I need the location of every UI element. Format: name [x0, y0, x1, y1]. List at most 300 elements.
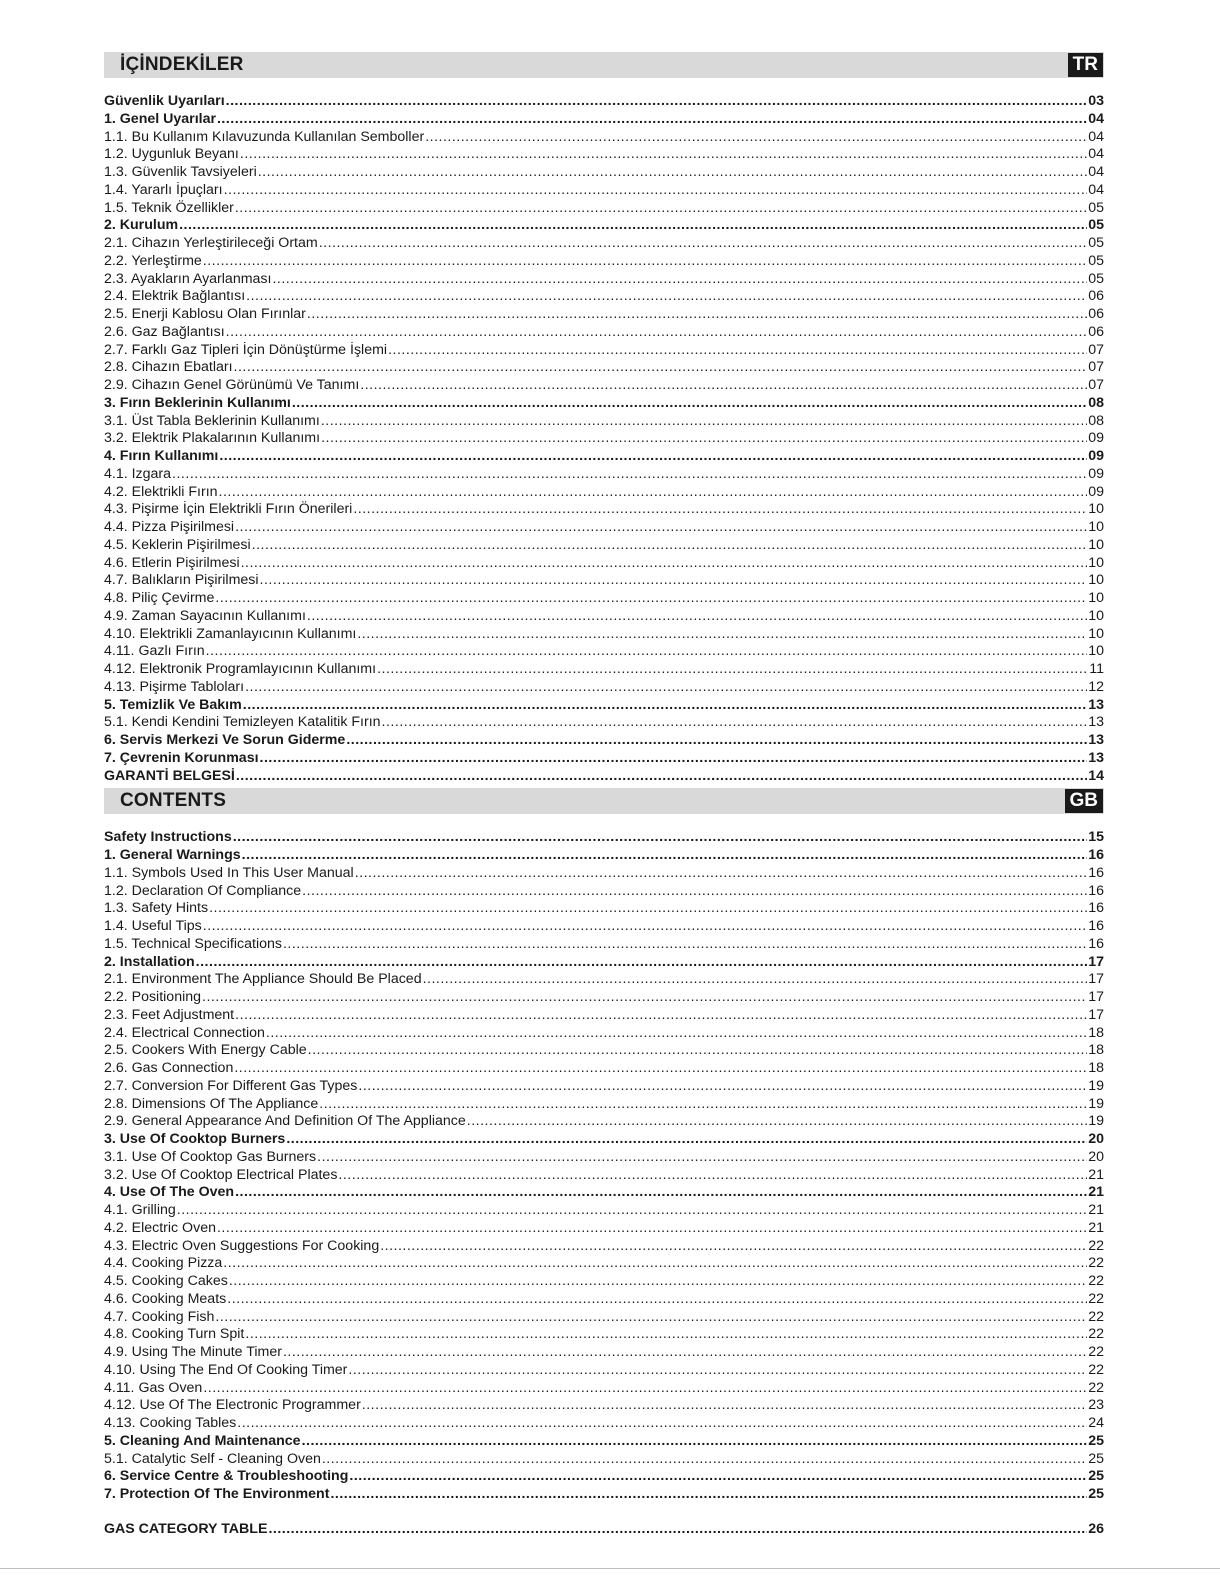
- toc-leader-dots: [240, 146, 1087, 164]
- toc-leader-dots: [286, 1131, 1087, 1149]
- tr-language-badge: TR: [1068, 53, 1103, 77]
- toc-entry-label: 4.3. Pişirme İçin Elektrikli Fırın Önerileri: [104, 501, 353, 518]
- toc-entry-label: 1.5. Teknik Özellikler: [104, 199, 234, 216]
- toc-leader-dots: [258, 164, 1088, 182]
- gb-toc-entry[interactable]: [104, 936, 1104, 954]
- toc-entry-label: 1. Genel Uyarılar: [104, 110, 216, 127]
- toc-entry-page: 22: [1088, 1379, 1104, 1396]
- toc-entry-label: 2.6. Gaz Bağlantısı: [104, 323, 225, 340]
- toc-entry-label: GARANTİ BELGESİ: [104, 767, 235, 784]
- tr-toc-entry[interactable]: [104, 235, 1104, 253]
- toc-leader-dots: [226, 93, 1088, 111]
- toc-entry-label: 1.2. Declaration Of Compliance: [104, 882, 302, 899]
- toc-leader-dots: [355, 865, 1088, 883]
- toc-entry-page: 06: [1088, 306, 1104, 322]
- toc-entry-label: 4.8. Cooking Turn Spit: [104, 1326, 245, 1343]
- toc-leader-dots: [219, 484, 1088, 502]
- toc-leader-dots: [223, 1255, 1087, 1273]
- toc-leader-dots: [234, 359, 1088, 377]
- tr-toc-entry[interactable]: [104, 129, 1104, 147]
- toc-entry-label: 4.9. Using The Minute Timer: [104, 1344, 282, 1360]
- tr-toc-entry[interactable]: [104, 253, 1104, 271]
- gb-toc-entry[interactable]: [104, 1131, 1104, 1149]
- gb-toc-entry[interactable]: [104, 1326, 1104, 1344]
- toc-entry-page: 08: [1088, 394, 1104, 411]
- toc-entry-page: 10: [1088, 607, 1104, 624]
- gb-toc-entry[interactable]: [104, 954, 1104, 972]
- toc-leader-dots: [302, 1433, 1088, 1451]
- toc-entry-label: 4.13. Pişirme Tabloları: [104, 678, 245, 695]
- toc-entry-page: 19: [1088, 1095, 1104, 1112]
- gb-language-badge: GB: [1065, 789, 1104, 813]
- gb-toc-entry[interactable]: [104, 918, 1104, 936]
- toc-entry-page: 22: [1088, 1361, 1104, 1378]
- toc-entry-label: 5. Temizlik Ve Bakım: [104, 696, 242, 713]
- tr-toc-entry[interactable]: [104, 342, 1104, 360]
- tr-toc-entry[interactable]: [104, 448, 1104, 466]
- toc-entry-page: 09: [1088, 430, 1104, 447]
- toc-leader-dots: [219, 448, 1087, 466]
- tr-toc-entry[interactable]: [104, 324, 1104, 342]
- toc-leader-dots: [227, 1291, 1087, 1309]
- toc-entry-page: 22: [1088, 1255, 1104, 1272]
- toc-entry-page: 13: [1088, 732, 1104, 748]
- toc-entry-label: 3.2. Elektrik Plakalarının Kullanımı: [104, 430, 321, 447]
- toc-leader-dots: [242, 847, 1088, 865]
- gb-toc-entry[interactable]: [104, 1380, 1104, 1398]
- toc-entry-label: 4.12. Elektronik Programlayıcının Kullanımı: [104, 661, 377, 677]
- toc-leader-dots: [330, 1486, 1087, 1504]
- tr-toc-entry[interactable]: [104, 555, 1104, 573]
- toc-leader-dots: [307, 608, 1087, 626]
- toc-entry-page: 19: [1088, 1113, 1104, 1130]
- toc-entry-label: 4.10. Using The End Of Cooking Timer: [104, 1361, 348, 1378]
- toc-entry-label: GAS CATEGORY TABLE: [104, 1520, 268, 1537]
- toc-entry-label: 4.6. Etlerin Pişirilmesi: [104, 554, 240, 571]
- gb-toc-entry[interactable]: [104, 900, 1104, 918]
- toc-leader-dots: [209, 900, 1087, 918]
- gb-toc-entry[interactable]: [104, 1415, 1104, 1433]
- toc-entry-label: 4.7. Cooking Fish: [104, 1308, 215, 1325]
- toc-entry-page: 22: [1088, 1344, 1104, 1360]
- toc-entry-page: 16: [1088, 847, 1104, 863]
- toc-entry-page: 05: [1088, 270, 1104, 287]
- toc-leader-dots: [388, 342, 1087, 360]
- toc-entry-label: 1.1. Symbols Used In This User Manual: [104, 864, 354, 881]
- toc-entry-label: 4.9. Zaman Sayacının Kullanımı: [104, 607, 306, 624]
- tr-toc-entry[interactable]: [104, 679, 1104, 697]
- toc-entry-label: 1.4. Yararlı İpuçları: [104, 181, 223, 198]
- toc-entry-page: 18: [1088, 1024, 1104, 1041]
- toc-entry-page: 06: [1088, 288, 1104, 305]
- toc-entry-page: 16: [1088, 918, 1104, 934]
- toc-leader-dots: [322, 1451, 1087, 1469]
- toc-entry-label: Güvenlik Uyarıları: [104, 93, 225, 109]
- toc-leader-dots: [215, 590, 1087, 608]
- tr-toc-entry[interactable]: [104, 146, 1104, 164]
- toc-entry-page: 16: [1088, 882, 1104, 899]
- tr-toc-entry[interactable]: [104, 466, 1104, 484]
- toc-leader-dots: [196, 954, 1088, 972]
- toc-leader-dots: [252, 537, 1088, 555]
- toc-entry-page: 22: [1088, 1273, 1104, 1289]
- tr-toc-entry[interactable]: [104, 200, 1104, 218]
- toc-entry-page: 18: [1088, 1060, 1104, 1076]
- toc-entry-page: 04: [1088, 128, 1104, 145]
- toc-entry-page: 17: [1088, 953, 1104, 970]
- tr-toc-entry[interactable]: [104, 590, 1104, 608]
- toc-entry-label: 4.2. Elektrikli Fırın: [104, 483, 218, 500]
- toc-leader-dots: [179, 217, 1087, 235]
- toc-entry-label: 2.9. General Appearance And Definition Of The Appliance: [104, 1113, 466, 1130]
- toc-entry-page: 25: [1088, 1432, 1104, 1449]
- toc-entry-label: 4.8. Piliç Çevirme: [104, 590, 215, 606]
- toc-entry-page: 05: [1088, 235, 1104, 251]
- toc-entry-page: 10: [1088, 590, 1104, 606]
- toc-entry-label: 4.4. Pizza Pişirilmesi: [104, 519, 235, 535]
- gb-toc-entry[interactable]: [104, 865, 1104, 883]
- toc-entry-label: 6. Servis Merkezi Ve Sorun Giderme: [104, 732, 346, 748]
- toc-entry-label: 3.2. Use Of Cooktop Electrical Plates: [104, 1166, 338, 1183]
- toc-leader-dots: [268, 1521, 1087, 1539]
- tr-toc-entry[interactable]: [104, 413, 1104, 431]
- gb-toc-entry[interactable]: [104, 1451, 1104, 1469]
- tr-toc-entry[interactable]: [104, 519, 1104, 537]
- gb-toc-entry[interactable]: [104, 989, 1104, 1007]
- toc-leader-dots: [229, 1273, 1087, 1291]
- toc-leader-dots: [360, 377, 1087, 395]
- toc-entry-label: 3.1. Use Of Cooktop Gas Burners: [104, 1148, 317, 1165]
- gb-toc-entry[interactable]: [104, 1344, 1104, 1362]
- gb-toc-entry[interactable]: [104, 1362, 1104, 1380]
- toc-entry-label: 2.1. Environment The Appliance Should Be Placed: [104, 971, 422, 988]
- tr-toc-entry[interactable]: [104, 572, 1104, 590]
- toc-entry-label: 2.5. Cookers With Energy Cable: [104, 1042, 307, 1059]
- toc-entry-label: 4.1. Grilling: [104, 1202, 176, 1218]
- toc-leader-dots: [217, 1220, 1087, 1238]
- tr-toc-entry[interactable]: [104, 714, 1104, 732]
- toc-entry-label: 5.1. Kendi Kendini Temizleyen Katalitik Fırın: [104, 714, 381, 731]
- toc-entry-label: 4.13. Cooking Tables: [104, 1415, 237, 1431]
- toc-entry-page: 17: [1088, 989, 1104, 1005]
- toc-entry-label: 2.8. Cihazın Ebatları: [104, 359, 233, 376]
- tr-toc-entry[interactable]: [104, 217, 1104, 235]
- toc-entry-page: 17: [1088, 971, 1104, 988]
- toc-entry-page: 19: [1088, 1077, 1104, 1094]
- toc-entry-label: 4.2. Electric Oven: [104, 1219, 216, 1236]
- gb-toc-entry[interactable]: [104, 1184, 1104, 1202]
- gb-toc-entry[interactable]: [104, 1113, 1104, 1131]
- toc-entry-label: 2.4. Electrical Connection: [104, 1024, 265, 1041]
- toc-leader-dots: [349, 1468, 1087, 1486]
- gb-toc-entry[interactable]: [104, 1167, 1104, 1185]
- tr-toc-entry[interactable]: [104, 501, 1104, 519]
- tr-toc-entry[interactable]: [104, 288, 1104, 306]
- toc-entry-label: 2.5. Enerji Kablosu Olan Fırınlar: [104, 306, 306, 322]
- toc-entry-label: 1.4. Useful Tips: [104, 918, 202, 934]
- toc-entry-page: 11: [1089, 661, 1104, 677]
- tr-toc-entry[interactable]: [104, 732, 1104, 750]
- gb-toc-entry[interactable]: [104, 971, 1104, 989]
- toc-entry-page: 10: [1088, 519, 1104, 535]
- gb-toc-list: [104, 829, 1104, 1504]
- toc-leader-dots: [245, 1326, 1087, 1344]
- tr-toc-entry[interactable]: [104, 484, 1104, 502]
- gb-toc-entry[interactable]: [104, 1238, 1104, 1256]
- gb-toc-entry[interactable]: [104, 1060, 1104, 1078]
- gb-toc-entry[interactable]: [104, 883, 1104, 901]
- toc-leader-dots: [234, 1060, 1087, 1078]
- tr-toc-entry[interactable]: [104, 643, 1104, 661]
- toc-leader-dots: [272, 271, 1087, 289]
- toc-leader-dots: [302, 883, 1087, 901]
- toc-entry-page: 13: [1088, 714, 1104, 731]
- toc-entry-label: 2.8. Dimensions Of The Appliance: [104, 1095, 319, 1112]
- toc-entry-page: 10: [1088, 625, 1104, 642]
- toc-entry-page: 04: [1088, 164, 1104, 180]
- toc-entry-page: 10: [1088, 572, 1104, 589]
- toc-entry-page: 10: [1088, 501, 1104, 518]
- toc-entry-label: 4. Fırın Kullanımı: [104, 448, 219, 464]
- tr-toc-entry[interactable]: [104, 377, 1104, 395]
- tr-toc-entry[interactable]: [104, 111, 1104, 129]
- toc-entry-page: 21: [1088, 1219, 1104, 1236]
- tr-toc-entry[interactable]: [104, 537, 1104, 555]
- tr-toc-entry[interactable]: [104, 395, 1104, 413]
- gb-toc-entry[interactable]: [104, 1397, 1104, 1415]
- toc-entry-page: 03: [1088, 93, 1104, 109]
- toc-leader-dots: [217, 111, 1087, 129]
- tr-toc-entry[interactable]: [104, 768, 1104, 786]
- toc-entry-page: 13: [1088, 749, 1104, 766]
- gb-toc-entry[interactable]: [104, 1255, 1104, 1273]
- toc-leader-dots: [172, 466, 1087, 484]
- toc-leader-dots: [203, 253, 1087, 271]
- tr-section-title: İÇİNDEKİLER: [120, 54, 244, 75]
- toc-entry-label: 4.11. Gas Oven: [104, 1379, 203, 1396]
- toc-entry-page: 05: [1088, 199, 1104, 216]
- tr-toc-entry[interactable]: [104, 430, 1104, 448]
- toc-entry-page: 13: [1088, 696, 1104, 713]
- tr-toc-entry[interactable]: [104, 661, 1104, 679]
- toc-entry-label: 2. Installation: [104, 953, 195, 970]
- tr-toc-entry[interactable]: [104, 626, 1104, 644]
- gb-toc-entry[interactable]: [104, 1007, 1104, 1025]
- toc-page: [104, 52, 1104, 1539]
- gb-toc-entry[interactable]: [104, 1273, 1104, 1291]
- gas-category-table-entry[interactable]: [104, 1521, 1104, 1539]
- toc-leader-dots: [377, 661, 1088, 679]
- toc-entry-page: 04: [1088, 181, 1104, 198]
- toc-entry-label: 5. Cleaning And Maintenance: [104, 1432, 301, 1449]
- toc-entry-page: 07: [1088, 359, 1104, 376]
- toc-entry-label: 1.3. Güvenlik Tavsiyeleri: [104, 164, 257, 180]
- toc-entry-label: 2.3. Feet Adjustment: [104, 1006, 235, 1023]
- toc-leader-dots: [203, 1380, 1087, 1398]
- toc-entry-page: 20: [1088, 1148, 1104, 1165]
- toc-entry-page: 10: [1088, 536, 1104, 553]
- gb-toc-entry[interactable]: [104, 1486, 1104, 1504]
- toc-leader-dots: [233, 829, 1088, 847]
- toc-entry-page: 04: [1088, 146, 1104, 163]
- toc-entry-label: 4.11. Gazlı Fırın: [104, 643, 205, 660]
- toc-entry-label: 4.5. Cooking Cakes: [104, 1273, 228, 1289]
- toc-entry-page: 08: [1088, 412, 1104, 429]
- gb-toc-entry[interactable]: [104, 1149, 1104, 1167]
- toc-leader-dots: [307, 306, 1087, 324]
- gb-toc-entry[interactable]: [104, 1096, 1104, 1114]
- toc-entry-label: 7. Protection Of The Environment: [104, 1486, 330, 1502]
- toc-leader-dots: [321, 430, 1087, 448]
- toc-entry-label: 2.7. Conversion For Different Gas Types: [104, 1077, 358, 1094]
- toc-entry-label: 1.2. Uygunluk Beyanı: [104, 146, 239, 163]
- toc-leader-dots: [246, 288, 1087, 306]
- toc-leader-dots: [202, 989, 1087, 1007]
- tr-toc-entry[interactable]: [104, 93, 1104, 111]
- toc-leader-dots: [241, 555, 1088, 573]
- toc-leader-dots: [224, 182, 1088, 200]
- toc-entry-label: 7. Çevrenin Korunması: [104, 749, 259, 766]
- toc-leader-dots: [382, 714, 1088, 732]
- toc-entry-page: 15: [1088, 829, 1104, 846]
- tr-toc-entry[interactable]: [104, 697, 1104, 715]
- gb-toc-entry[interactable]: [104, 1433, 1104, 1451]
- toc-entry-label: 3. Use Of Cooktop Burners: [104, 1131, 286, 1147]
- gb-toc-entry[interactable]: [104, 1309, 1104, 1327]
- toc-entry-label: 4.7. Balıkların Pişirilmesi: [104, 572, 259, 589]
- toc-entry-label: 2.7. Farklı Gaz Tipleri İçin Dönüştürme İşlemi: [104, 341, 388, 358]
- gb-toc-entry[interactable]: [104, 829, 1104, 847]
- toc-entry-label: 2.2. Positioning: [104, 989, 202, 1005]
- gb-toc-entry[interactable]: [104, 1291, 1104, 1309]
- toc-entry-page: 22: [1088, 1308, 1104, 1325]
- toc-entry-label: 4. Use Of The Oven: [104, 1184, 235, 1201]
- toc-entry-page: 25: [1088, 1486, 1104, 1502]
- toc-leader-dots: [235, 200, 1087, 218]
- toc-entry-page: 06: [1088, 323, 1104, 340]
- toc-entry-page: 23: [1088, 1397, 1104, 1414]
- toc-entry-label: 4.12. Use Of The Electronic Programmer: [104, 1397, 361, 1414]
- tr-toc-entry[interactable]: [104, 164, 1104, 182]
- toc-entry-label: 2.3. Ayakların Ayarlanması: [104, 270, 272, 287]
- tr-toc-entry[interactable]: [104, 306, 1104, 324]
- toc-entry-label: 2.2. Yerleştirme: [104, 252, 202, 269]
- toc-leader-dots: [266, 1025, 1087, 1043]
- toc-entry-page: 07: [1088, 377, 1104, 393]
- toc-entry-label: 1.3. Safety Hints: [104, 900, 209, 917]
- toc-leader-dots: [215, 1309, 1087, 1327]
- gb-section-title: CONTENTS: [120, 790, 227, 812]
- tr-toc-entry[interactable]: [104, 750, 1104, 768]
- toc-entry-page: 20: [1088, 1131, 1104, 1147]
- gb-toc-entry[interactable]: [104, 1220, 1104, 1238]
- toc-entry-page: 16: [1088, 935, 1104, 952]
- toc-entry-page: 04: [1088, 110, 1104, 127]
- toc-entry-page: 16: [1088, 900, 1104, 917]
- toc-leader-dots: [338, 1167, 1087, 1185]
- toc-entry-page: 22: [1088, 1290, 1104, 1307]
- toc-leader-dots: [206, 643, 1088, 661]
- gb-toc-entry[interactable]: [104, 847, 1104, 865]
- gb-toc-entry[interactable]: [104, 1202, 1104, 1220]
- toc-entry-page: 26: [1088, 1520, 1104, 1537]
- toc-leader-dots: [226, 324, 1088, 342]
- toc-leader-dots: [237, 1415, 1087, 1433]
- tr-toc-entry[interactable]: [104, 271, 1104, 289]
- toc-leader-dots: [235, 1007, 1087, 1025]
- toc-entry-label: 4.1. Izgara: [104, 465, 172, 482]
- toc-entry-label: 4.3. Electric Oven Suggestions For Cooking: [104, 1237, 380, 1254]
- toc-entry-label: 2.9. Cihazın Genel Görünümü Ve Tanımı: [104, 377, 360, 393]
- toc-leader-dots: [260, 750, 1088, 768]
- toc-entry-page: 05: [1088, 252, 1104, 269]
- toc-entry-page: 07: [1088, 341, 1104, 358]
- toc-entry-label: 4.10. Elektrikli Zamanlayıcının Kullanımı: [104, 625, 357, 642]
- toc-entry-page: 24: [1088, 1415, 1104, 1431]
- toc-leader-dots: [319, 235, 1088, 253]
- toc-entry-label: 1.5. Technical Specifications: [104, 935, 282, 952]
- toc-leader-dots: [245, 679, 1087, 697]
- toc-leader-dots: [319, 1096, 1087, 1114]
- toc-entry-page: 12: [1088, 678, 1104, 695]
- toc-entry-page: 10: [1088, 643, 1104, 660]
- toc-leader-dots: [353, 501, 1087, 519]
- toc-leader-dots: [358, 1078, 1087, 1096]
- toc-leader-dots: [235, 519, 1087, 537]
- gb-toc-entry[interactable]: [104, 1468, 1104, 1486]
- toc-leader-dots: [380, 1238, 1087, 1256]
- toc-leader-dots: [236, 768, 1087, 786]
- tr-toc-entry[interactable]: [104, 608, 1104, 626]
- gb-toc-entry[interactable]: [104, 1078, 1104, 1096]
- gb-toc-entry[interactable]: [104, 1025, 1104, 1043]
- toc-entry-label: 6. Service Centre & Troubleshooting: [104, 1468, 349, 1485]
- gb-toc-entry[interactable]: [104, 1042, 1104, 1060]
- toc-entry-label: 3. Fırın Beklerinin Kullanımı: [104, 394, 291, 411]
- toc-leader-dots: [283, 936, 1087, 954]
- toc-entry-label: Safety Instructions: [104, 829, 232, 846]
- toc-entry-page: 16: [1088, 864, 1104, 881]
- toc-entry-label: 4.5. Keklerin Pişirilmesi: [104, 536, 251, 553]
- toc-leader-dots: [346, 732, 1087, 750]
- toc-entry-page: 14: [1088, 767, 1104, 784]
- toc-entry-page: 18: [1088, 1042, 1104, 1059]
- tr-section-header: [104, 52, 1104, 78]
- toc-entry-page: 05: [1088, 217, 1104, 234]
- toc-entry-label: 1. General Warnings: [104, 847, 241, 863]
- toc-entry-page: 21: [1088, 1166, 1104, 1183]
- toc-entry-page: 21: [1088, 1202, 1104, 1218]
- toc-entry-page: 25: [1088, 1468, 1104, 1485]
- toc-leader-dots: [423, 971, 1088, 989]
- toc-leader-dots: [203, 918, 1087, 936]
- toc-entry-page: 17: [1088, 1006, 1104, 1023]
- toc-entry-label: 5.1. Catalytic Self - Cleaning Oven: [104, 1450, 321, 1467]
- toc-leader-dots: [177, 1202, 1087, 1220]
- toc-leader-dots: [362, 1397, 1087, 1415]
- toc-leader-dots: [357, 626, 1087, 644]
- tr-toc-entry[interactable]: [104, 182, 1104, 200]
- toc-entry-label: 1.1. Bu Kullanım Kılavuzunda Kullanılan Semboller: [104, 128, 425, 145]
- toc-leader-dots: [321, 413, 1087, 431]
- toc-entry-label: 4.4. Cooking Pizza: [104, 1255, 223, 1272]
- toc-entry-page: 21: [1088, 1184, 1104, 1201]
- toc-entry-label: 4.6. Cooking Meats: [104, 1290, 227, 1307]
- tr-toc-entry[interactable]: [104, 359, 1104, 377]
- toc-entry-page: 22: [1088, 1326, 1104, 1343]
- toc-entry-page: 09: [1088, 483, 1104, 500]
- toc-entry-label: 2.4. Elektrik Bağlantısı: [104, 288, 246, 305]
